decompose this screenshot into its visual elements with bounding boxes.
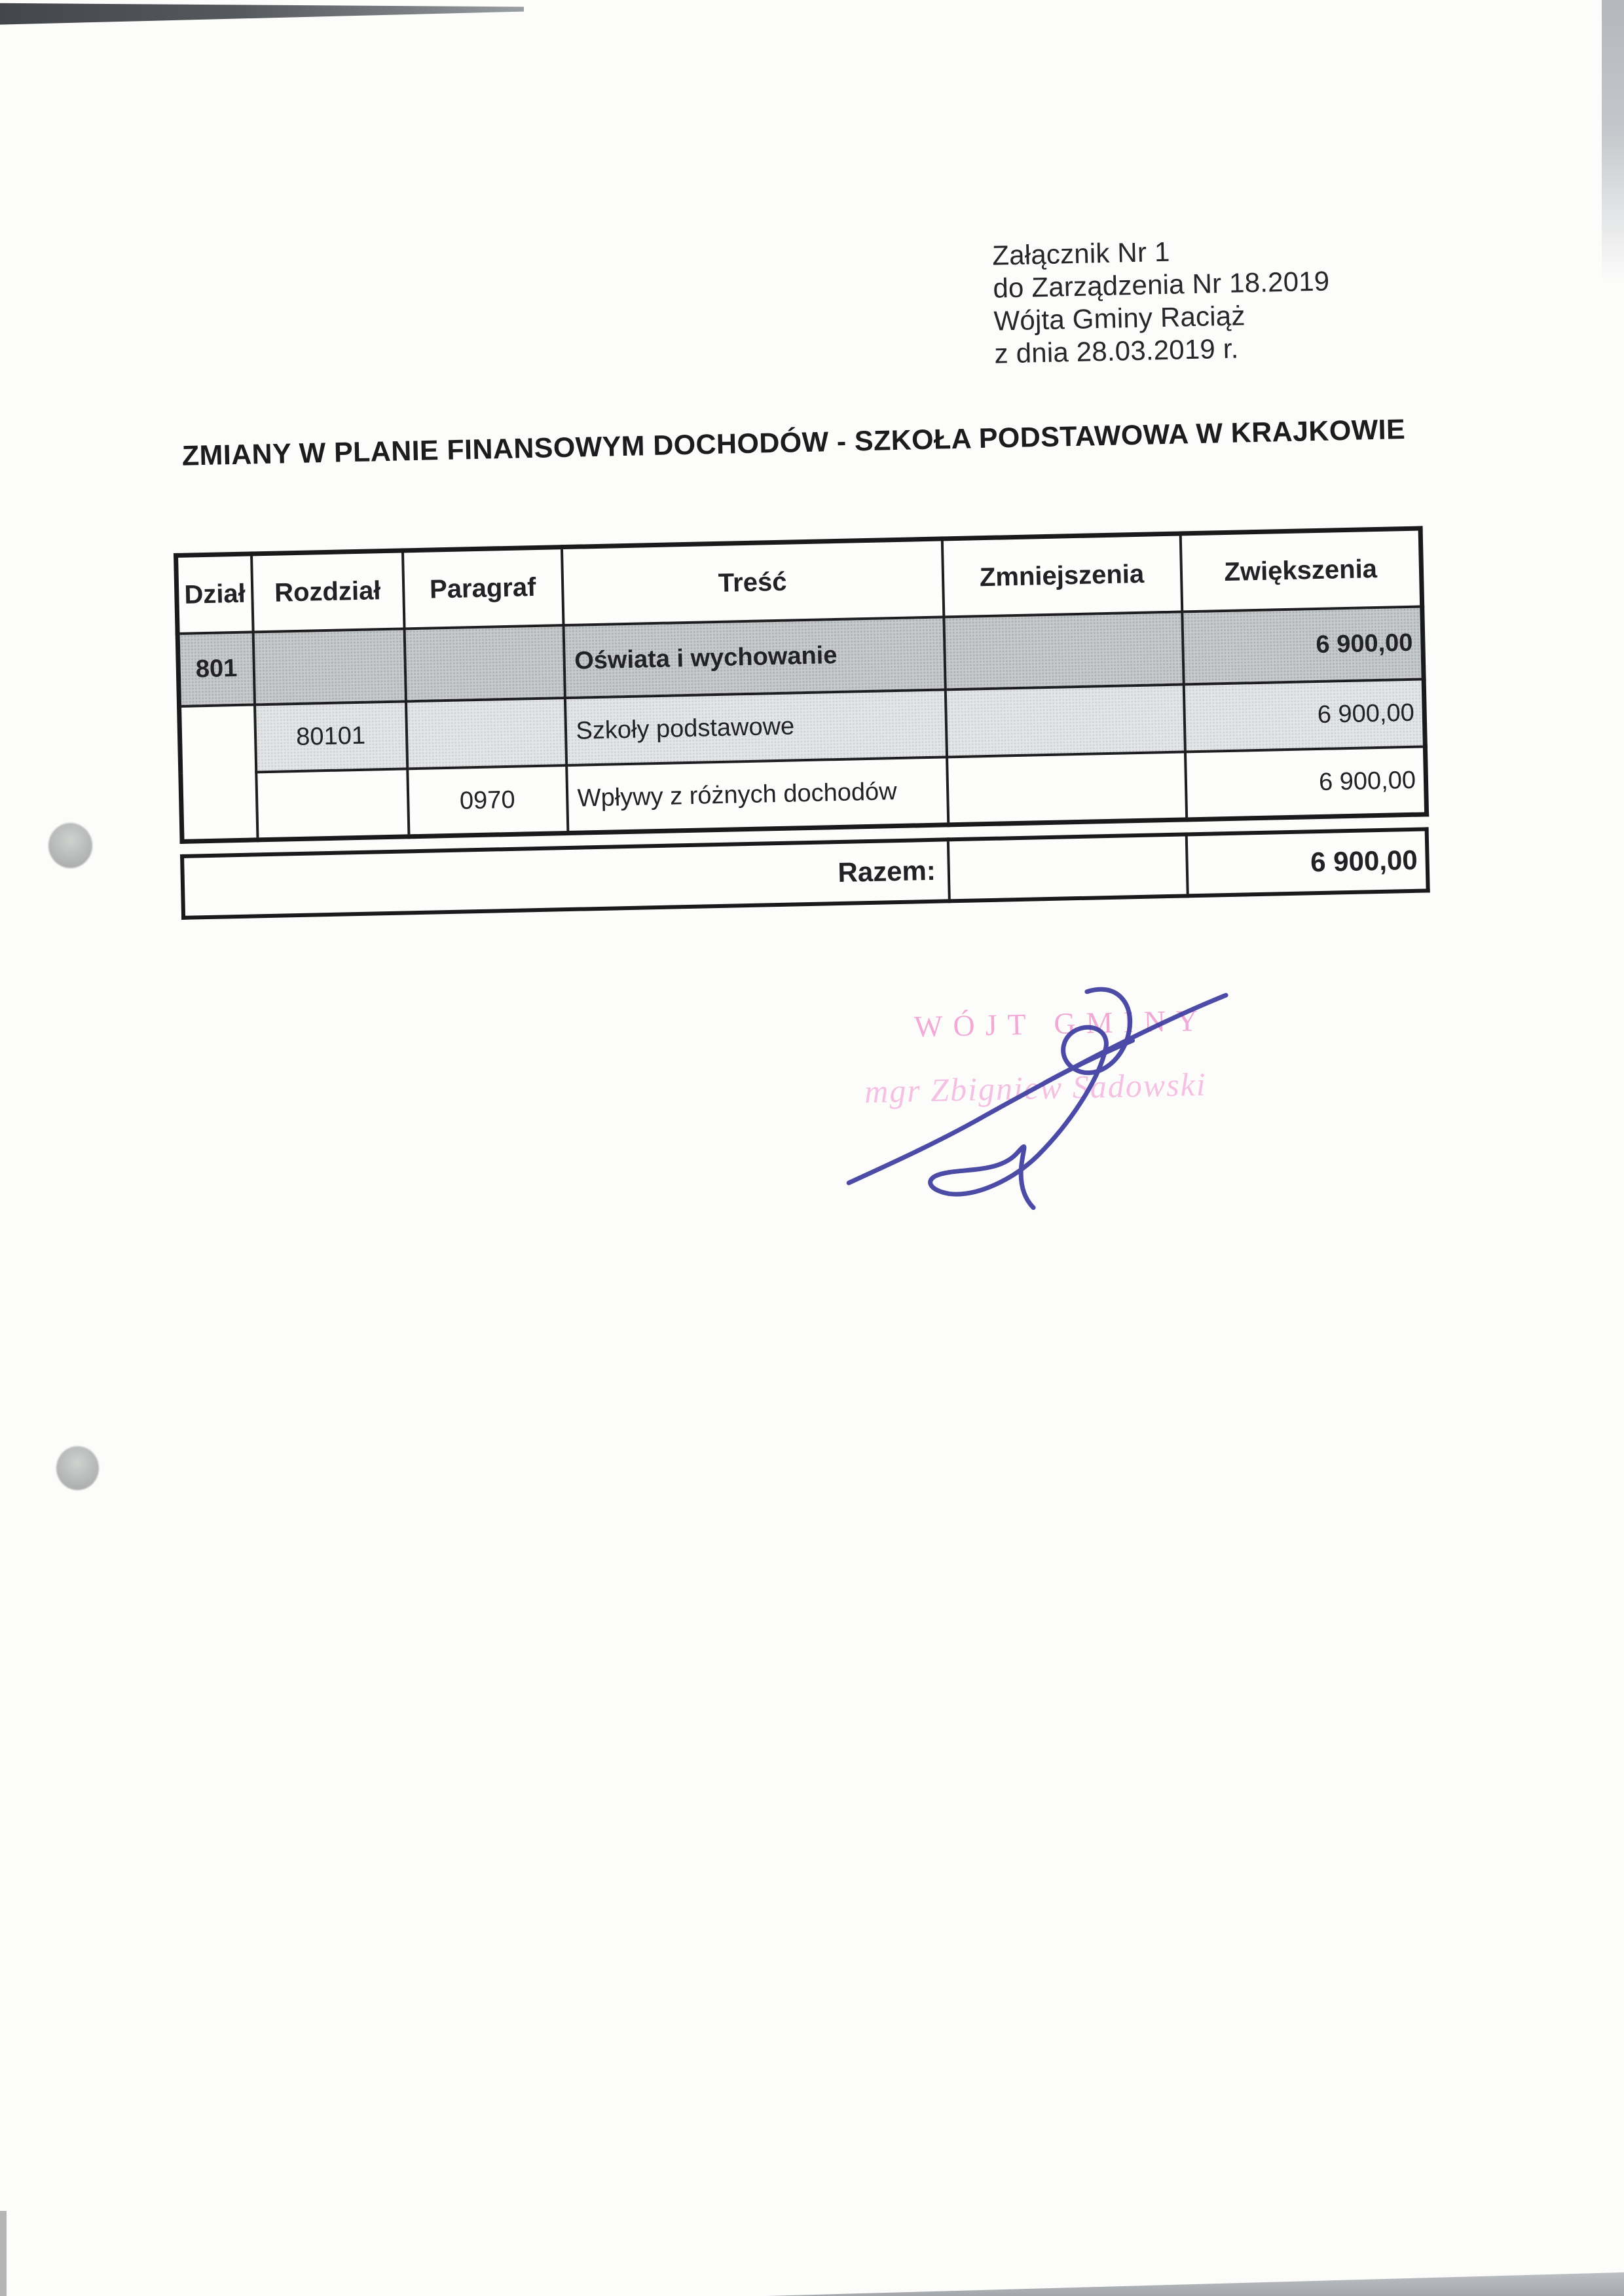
cell-zwiekszenia: 6 900,00 [1185,746,1426,819]
signature-ink [838,977,1276,1222]
column-header-zwiekszenia: Zwiększenia [1180,528,1422,611]
attachment-line: do Zarządzenia Nr 18.2019 [992,265,1330,304]
attachment-line: Załącznik Nr 1 [991,236,1171,271]
summary-row [180,827,1430,920]
document-title: ZMIANY W PLANIE FINANSOWYM DOCHODÓW - SZKOŁA PODSTAWOWA W KRAJKOWIE [181,413,1406,472]
cell-rozdzial [253,629,405,704]
stamp-name: mgr Zbigniew Sadowski [864,1065,1208,1110]
cell-zwiekszenia: 6 900,00 [1182,606,1424,684]
cell-dzial [179,704,257,841]
summary-label: Razem: [182,839,950,918]
cell-zmniejszenia [944,611,1183,689]
cell-zmniejszenia [947,752,1187,824]
column-header-tresc: Treść [561,539,943,625]
attachment-line: Wójta Gminy Raciąż [993,300,1246,337]
cell-paragraf: 0970 [407,765,568,837]
column-header-zmniejszenia: Zmniejszenia [942,534,1182,617]
column-header-dzial: Dział [176,554,253,634]
cell-rozdzial [256,769,409,840]
cell-tresc: Szkoły podstawowe [564,689,946,765]
stamp-title: WÓJT GMINY [913,1003,1209,1044]
cell-tresc: Oświata i wychowanie [563,617,945,698]
column-header-paragraf: Paragraf [402,547,563,629]
cell-paragraf [405,698,566,769]
cell-rozdzial: 80101 [255,701,407,772]
cell-paragraf [404,625,564,701]
summary-zmniejszenia [948,834,1188,901]
finance-table [174,526,1429,844]
scan-edge-top-right [1602,0,1624,282]
scan-edge-bottom-left [0,2211,7,2296]
attachment-line: z dnia 28.03.2019 r. [994,333,1240,369]
cell-zwiekszenia: 6 900,00 [1183,679,1425,752]
cell-tresc: Wpływy z różnych dochodów [566,757,948,833]
column-header-rozdzial: Rozdział [251,551,405,632]
summary-zwiekszenia: 6 900,00 [1187,829,1428,896]
cell-zmniejszenia [945,684,1185,757]
attachment-header [992,232,1331,370]
cell-dzial: 801 [177,632,254,706]
